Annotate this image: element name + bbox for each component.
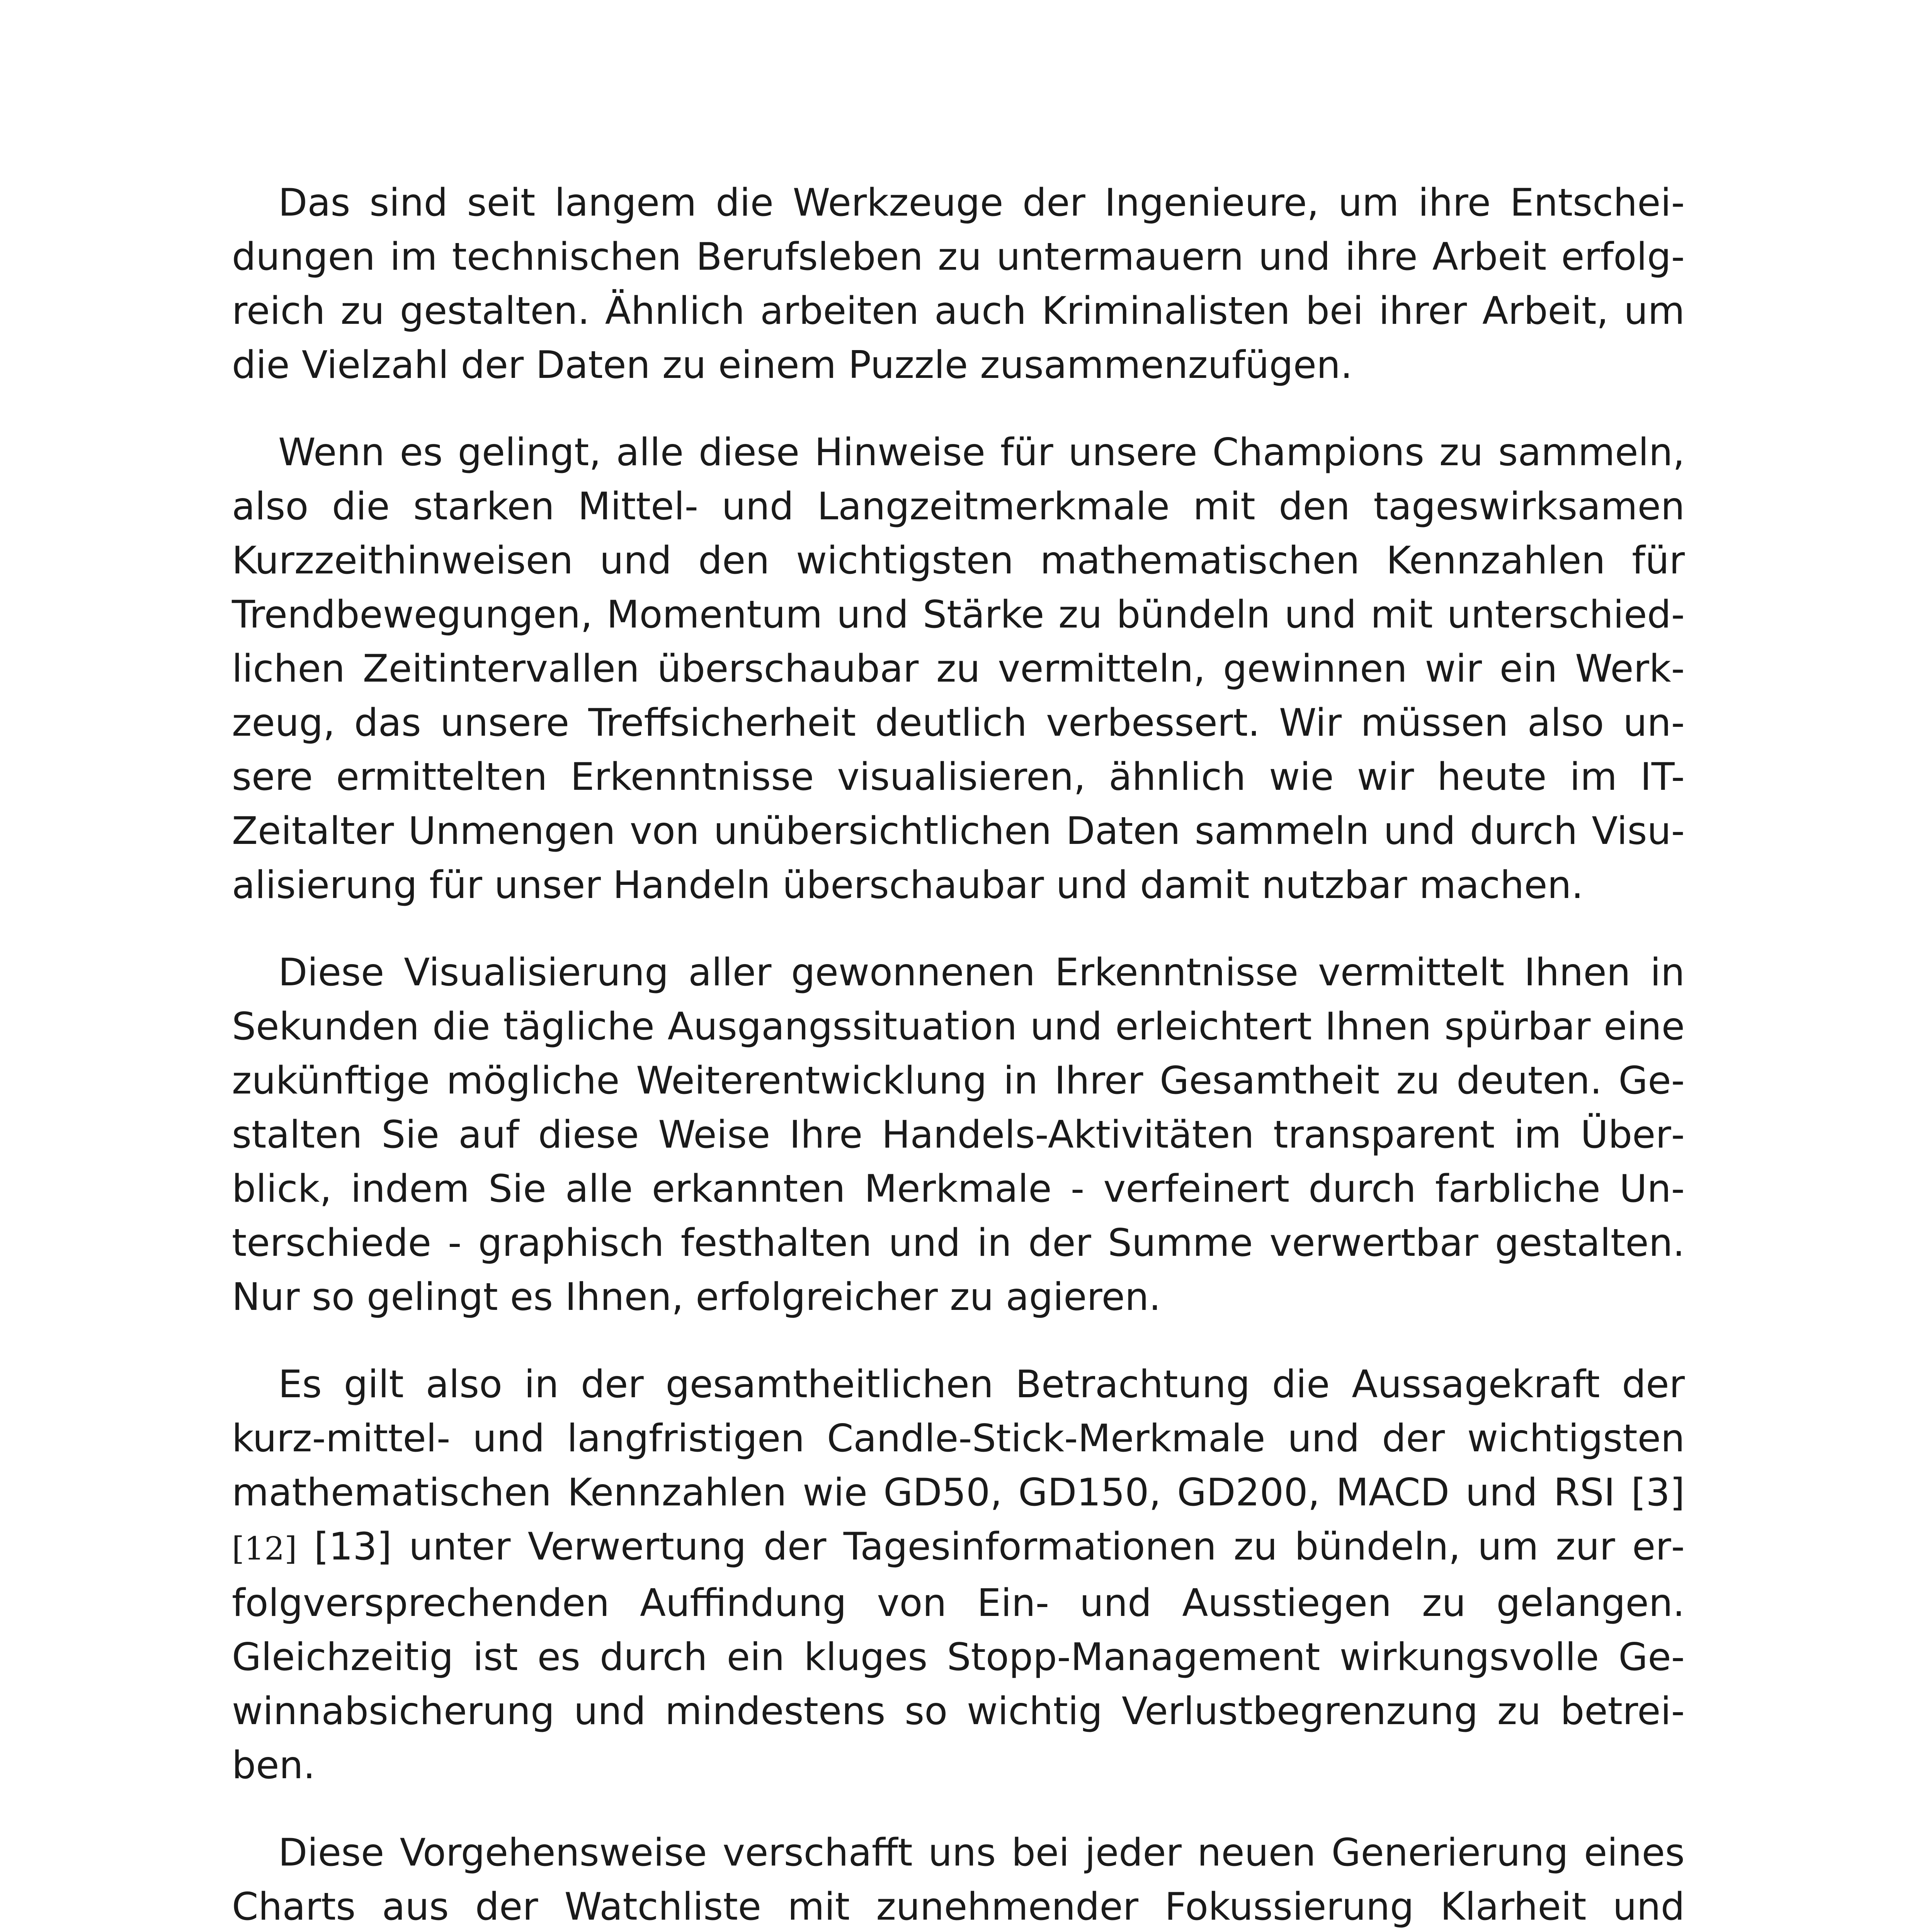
body-text — [232, 176, 1685, 1932]
paragraph-4 — [232, 1357, 1685, 1793]
paragraph-2: Wenn es gelingt, alle diese Hinweise für unsere Champions zu sammeln, also die starken Mittel- und Langzeitmerkmale mit den tageswirksamen Kurzzeithinweisen und den wichtigsten mathematischen Kennzahlen für Trendbewegungen, Momentum und Stärke zu bündeln und mit unterschiedlichen Zeitintervallen überschaubar zu vermitteln, gewinnen wir ein Werkzeug, das unsere Treffsicherheit deutlich verbessert. Wir müssen also unsere ermittelten Erkenntnisse visualisieren, ähnlich wie wir heute im IT-Zeitalter Unmengen von unübersichtlichen Daten sammeln und durch Visualisierung für unser Handeln überschaubar und damit nutzbar machen. — [232, 430, 1685, 907]
paragraph-4-text-before: Es gilt also in der gesamtheitlichen Betrachtung die Aussagekraft der kurz-mittel- und langfristigen Candle-Stick-Merkmale und der wichtigsten mathematischen Kennzahlen wie GD50, GD150, GD200, MACD und RSI [3] — [232, 1362, 1685, 1515]
paragraph-3: Diese Visualisierung aller gewonnenen Erkenntnisse vermittelt Ihnen in Sekunden die tägliche Ausgangssituation und erleichtert Ihnen spürbar eine zukünftige mögliche Weiterentwicklung in Ihrer Gesamtheit zu deuten. Gestalten Sie auf diese Weise Ihre Handels-Aktivitäten transparent im Überblick, indem Sie alle erkannten Merkmale - verfeinert durch farbliche Unterschiede - graphisch festhalten und in der Summe verwertbar gestalten. Nur so gelingt es Ihnen, erfolgreicher zu agieren. — [232, 951, 1685, 1319]
paragraph-5: Diese Vorgehensweise verschafft uns bei jeder neuen Generierung eines Charts aus der Watchliste mit zunehmender Fokussierung Klarheit und — [232, 1831, 1685, 1929]
paragraph-1: Das sind seit langem die Werkzeuge der Ingenieure, um ihre Entscheidungen im technischen Berufsleben zu untermauern und ihre Arbeit erfolgreich zu gestalten. Ähnlich arbeiten auch Kriminalisten bei ihrer Arbeit, um die Vielzahl der Daten zu einem Puzzle zusammenzufügen. — [232, 181, 1685, 387]
citation-ref-12: [12] — [232, 1531, 297, 1567]
paragraph-4-text-after: [13] unter Verwertung der Tagesinformationen zu bündeln, um zur erfolgversprechenden Auffindung von Ein- und Ausstiegen zu gelangen. Gleichzeitig ist es durch ein kluges Stopp-Management wirkungsvolle Gewinnabsicherung und mindestens so wichtig Verlustbegrenzung zu betreiben. — [232, 1525, 1685, 1787]
